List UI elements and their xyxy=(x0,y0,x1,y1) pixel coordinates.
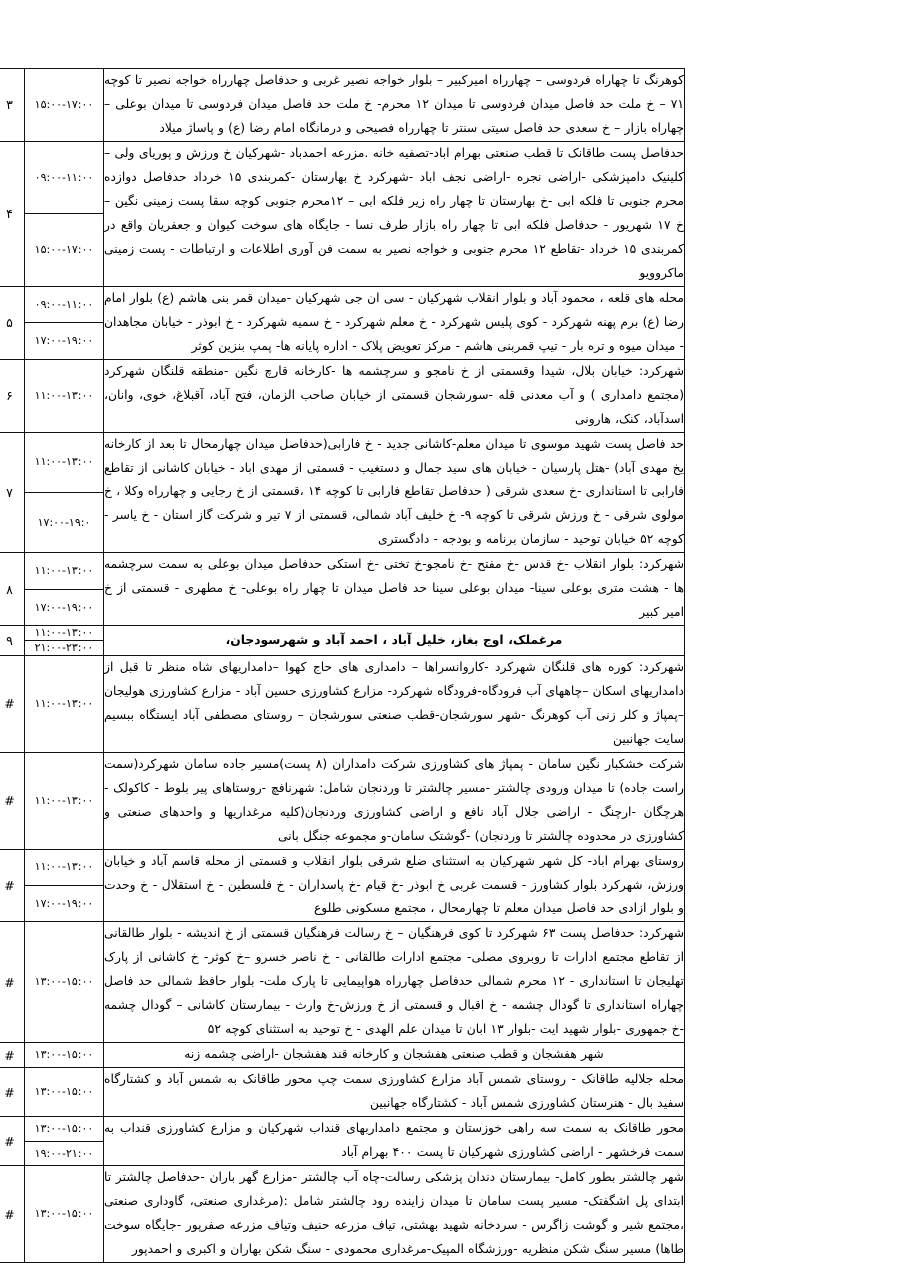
area-cell: محله جلالیه طاقانک - روستای شمس آباد مزارع کشاورزی سمت چپ محور طاقانک به شمس آباد و کشتارگاه سفید بال - هنرستان کشاورزی شمس آباد - کشتارگاه جهانبین xyxy=(104,1068,685,1117)
area-cell: شهر هفشجان و قطب صنعتی هفشجان و کارخانه قند هفشجان -اراضی چشمه زنه xyxy=(104,1043,685,1068)
table-row xyxy=(0,553,685,589)
time-cell: ۱۳:۰۰-۱۵:۰۰ xyxy=(25,1117,104,1141)
time-cell: ۱۱:۰۰-۱۳:۰۰ xyxy=(25,359,104,432)
table-row xyxy=(0,849,685,885)
area-cell: حد فاصل پست شهید موسوی تا میدان معلم-کاشانی جدید - خ فارابی(حدفاصل میدان چهارمحال تا بعد از کارخانه یخ مهدی آباد) -هتل پارسیان - خیابان های سید جمال و دستغیب - قسمتی از مهدی اباد - خیابان کاشانی از تقاطع فارابی تا استانداری -خ سعدی شرقی ( حدفاصل تقاطع فارابی تا کوچه ۱۴ ،قسمتی از خ رجایی و چهارراه وکلا ، خ مولوی شرقی - خ ورزش شرقی تا کوچه ۹- خ خلیف آباد شمالی، قسمتی از ۷ تیر و شرکت گاز استان - خ یاسر - کوچه ۵۲ خیابان توحید - سازمان برنامه و بودجه - دادگستری xyxy=(104,432,685,553)
time-cell: ۱۳:۰۰-۱۵:۰۰ xyxy=(25,1166,104,1263)
table-row xyxy=(0,141,685,213)
area-cell: محله های قلعه ، محمود آباد و بلوار انقلاب شهرکیان - سی ان جی شهرکیان -میدان قمر بنی هاشم (ع) بلوار امام رضا (ع) برم پهنه شهرکرد - کوی پلیس شهرکرد - خ معلم شهرکرد - خ سمیه شهرکرد - خ ابوذر - خیابان مجاهدان - میدان میوه و تره بار - تیپ قمربنی هاشم - مرکز تعویض پلاک - اداره پایانه ها- پمپ بنزین کوثر xyxy=(104,286,685,359)
table-row xyxy=(0,1166,685,1263)
table-row xyxy=(0,1068,685,1117)
outage-schedule-table xyxy=(0,68,685,1263)
table-row xyxy=(0,432,685,492)
time-cell: ۱۷:۰۰-۱۹:۰۰ xyxy=(25,885,104,921)
row-number-cell: ۶ xyxy=(0,359,25,432)
table-row xyxy=(0,626,685,641)
table-row xyxy=(0,922,685,1043)
row-number-cell: # xyxy=(0,1043,25,1068)
area-cell: محور طاقانک به سمت سه راهی خوزستان و مجتمع دامداربهای قنداب شهرکیان و مزارع کشاورزی قنداب به سمت فرخشهر - اراضی کشاورزی شهرکیان تا پست ۴۰۰ بهرام آباد xyxy=(104,1117,685,1166)
area-cell: حدفاصل پست طاقانک تا قطب صنعتی بهرام اباد-تصفیه خانه .مزرعه احمدباد -شهرکیان خ ورزش و پوریای ولی – کلینیک دامپزشکی -اراضی نجره -اراضی نجف اباد -شهرکرد خ بهارستان -کمربندی ۱۵ خرداد حدفاصل دوازده محرم جنوبی تا فلکه ابی -خ بهارستان تا چهار راه زیر فلکه ابی – ۱۲محرم جنوبی کوچه سقا پست زمینی نگین – خ ۱۷ شهریور - حدفاصل فلکه ابی تا چهار راه بازار طرف نسا - جایگاه های سوخت کیوان و جعفریان واقع در کمربندی ۱۵ خرداد -تقاطع ۱۲ محرم جنوبی و خواجه نصیر به سمت فن آوری اطلاعات و ارتباطات - پست زمینی ماکروویو xyxy=(104,141,685,286)
time-cell: ۱۵:۰۰-۱۷:۰۰ xyxy=(25,214,104,286)
row-number-cell: ۹ xyxy=(0,626,25,656)
time-cell: ۱۱:۰۰-۱۳:۰۰ xyxy=(25,849,104,885)
time-cell: ۱۱:۰۰-۱۳:۰۰ xyxy=(25,553,104,589)
table-row xyxy=(0,69,685,142)
row-number-cell: # xyxy=(0,655,25,752)
row-number-cell: ۸ xyxy=(0,553,25,626)
row-number-cell: # xyxy=(0,922,25,1043)
area-cell: مرغملک، اوج بغاز، خلیل آباد ، احمد آباد و شهرسودجان، xyxy=(104,626,685,656)
time-cell: ۲۱:۰۰-۲۳:۰۰ xyxy=(25,641,104,656)
time-cell: ۱۵:۰۰-۱۷:۰۰ xyxy=(25,69,104,142)
time-cell: ۱۳:۰۰-۱۵:۰۰ xyxy=(25,922,104,1043)
table-row xyxy=(0,1043,685,1068)
area-cell: شهرکرد: حدفاصل پست ۶۳ شهرکرد تا کوی فرهنگیان – خ رسالت فرهنگیان قسمتی از خ اندیشه - بلوار طالقانی از تقاطع مجتمع ادارات تا روبروی مصلی- مجتمع ادارات طالقانی - خ ناصر خسرو –خ کوثر- خ کاشانی از پارک تهلیجان تا استانداری - ۱۲ محرم شمالی حدفاصل چهارراه هواپیمایی تا پارک ملت- بلوار حافظ شمالی حد فاصل چهاراه استانداری تا گودال چشمه - خ اقبال و قسمتی از خ ورزش-خ وارث - بیمارستان کاشانی – گودال چشمه -خ جمهوری -بلوار شهید ایت -بلوار ۱۳ ابان تا میدان علم الهدی - خ توحید به استثنای کوچه ۵۲ xyxy=(104,922,685,1043)
time-cell: ۱۷:۰۰-۱۹:۰۰ xyxy=(25,323,104,359)
time-cell: ۱۱:۰۰-۱۳:۰۰ xyxy=(25,655,104,752)
row-number-cell: # xyxy=(0,1068,25,1117)
time-cell: ۱۱:۰۰-۱۳:۰۰ xyxy=(25,626,104,641)
table-row xyxy=(0,286,685,322)
area-cell: شهرکرد: بلوار انقلاب -خ قدس -خ مفتح -خ نامجو-خ تختی -خ استکی حدفاصل میدان بوعلی به سمت سرچشمه ها - هشت متری بوعلی سینا- میدان بوعلی سینا حد فاصل میدان تا چهار راه بوعلی- خ مطهری - قسمتی از خ امیر کبیر xyxy=(104,553,685,626)
row-number-cell: # xyxy=(0,1117,25,1166)
table-row xyxy=(0,752,685,849)
row-number-cell: ۴ xyxy=(0,141,25,286)
time-cell: ۱۳:۰۰-۱۵:۰۰ xyxy=(25,1068,104,1117)
row-number-cell: # xyxy=(0,1166,25,1263)
row-number-cell: # xyxy=(0,849,25,922)
area-cell: کوهرنگ تا چهاراه فردوسی – چهارراه امیرکبیر – بلوار خواجه نصیر غربی و حدفاصل چهارراه خواجه نصیر تا کوچه ۷۱ – خ ملت حد فاصل میدان فردوسی تا میدان ۱۲ محرم- خ ملت حد فاصل میدان فردوسی تا میدان بوعلی – چهاراه بازار – خ سعدی حد فاصل سیتی سنتر تا چهارراه فصیحی و درمانگاه امام رضا (ع) و پاساژ میلاد xyxy=(104,69,685,142)
area-cell: روستای بهرام اباد- کل شهر شهرکیان به استثنای ضلع شرقی بلوار انقلاب و قسمتی از محله قاسم آباد و خیابان ورزش، شهرکرد بلوار کشاورز - قسمت غربی خ ابوذر -خ قیام -خ پاسداران - خ فلسطین - خ استقلال - خ وحدت و بلوار ازادی حد فاصل میدان معلم تا چهارمحال ، مجتمع مسکونی طلوع xyxy=(104,849,685,922)
area-cell: شهرکرد: کوره های قلنگان شهرکرد -کاروانسراها – دامداری های حاج کهوا –دامداریهای شاه منظر تا قبل از دامداریهای اسکان –چاههای آب فرودگاه-فرودگاه شهرکرد- مزارع کشاورزی حسین آباد - مزارع کشاورزی هولیجان –پمپاژ و کلر زنی آب کوهرنگ -شهر سورشجان-قطب صنعتی سورشجان – روستای مصطفی آباد ایستگاه ببسیم سایت جهانبین xyxy=(104,655,685,752)
area-cell: شهر چالشتر بطور کامل- بیمارستان دندان پزشکی رسالت-چاه آب چالشتر -مزارع گهر باران -حدفاصل چالشتر تا ابتدای پل اشگفتک- مسیر پست سامان تا میدان زاینده رود چالشتر شامل :(مرغداری صنعتی، گاوداری صنعتی ،مجتمع شیر و گوشت زاگرس - سردخانه شهید بهشتی، تیاف مزرعه حنیف وتیاف مزرعه صفرپور -جایگاه سوخت طاها) مسیر سنگ شکن منظریه -ورزشگاه المپیک-مرغداری محمودی - سنگ شکن بهاران و اکبری و احمدپور xyxy=(104,1166,685,1263)
time-cell: ۱۷:۰۰-۱۹:۰۰ xyxy=(25,589,104,625)
time-cell: ۱۱:۰۰-۱۳:۰۰ xyxy=(25,432,104,492)
table-row xyxy=(0,359,685,432)
time-cell: ۰۹:۰۰-۱۱:۰۰ xyxy=(25,286,104,322)
area-cell: شهرکرد: خیابان بلال، شیدا وقسمتی از خ نامجو و سرچشمه ها -کارخانه قارچ نگین -منطقه قلنگان شهرکرد (مجتمع دامداری ) و آب معدنی قله -سورشجان قسمتی از خیابان صاحب الزمان، فتح آباد، آقبلاغ، خوی، وانان، اسدآباد، کنک، هارونی xyxy=(104,359,685,432)
time-cell: ۱۹:۰۰-۲۱:۰۰ xyxy=(25,1141,104,1165)
table-body xyxy=(0,69,685,1263)
time-cell: ۱۱:۰۰-۱۳:۰۰ xyxy=(25,752,104,849)
outage-table-wrapper xyxy=(0,68,685,1263)
row-number-cell: ۳ xyxy=(0,69,25,142)
row-number-cell: ۵ xyxy=(0,286,25,359)
area-cell: شرکت خشکبار نگین سامان - پمپاژ های کشاورزی شرکت دامداران (۸ پست)مسیر جاده سامان شهرکرد(سمت راست جاده) تا میدان ورودی چالشتر -مسیر چالشتر تا وردنجان شامل: شهرنافچ -روستاهای پیر بلوط - کاکولک - هرچگان -ارچنگ - اراضی جلال آباد نافع و اراضی کشاورزی وردنجان(کلیه مرغداریها و واحدهای صنعتی و کشاورزی در محدوده چالشتر تا وردنجان) -گوشتک سامان-و مجموعه جنگل بانی xyxy=(104,752,685,849)
table-row xyxy=(0,655,685,752)
time-cell: ۰۹:۰۰-۱۱:۰۰ xyxy=(25,141,104,213)
row-number-cell: ۷ xyxy=(0,432,25,553)
table-row xyxy=(0,1117,685,1141)
time-cell: ۱۳:۰۰-۱۵:۰۰ xyxy=(25,1043,104,1068)
time-cell: ۱۷:۰۰-۱۹:۰ xyxy=(25,492,104,552)
row-number-cell: # xyxy=(0,752,25,849)
